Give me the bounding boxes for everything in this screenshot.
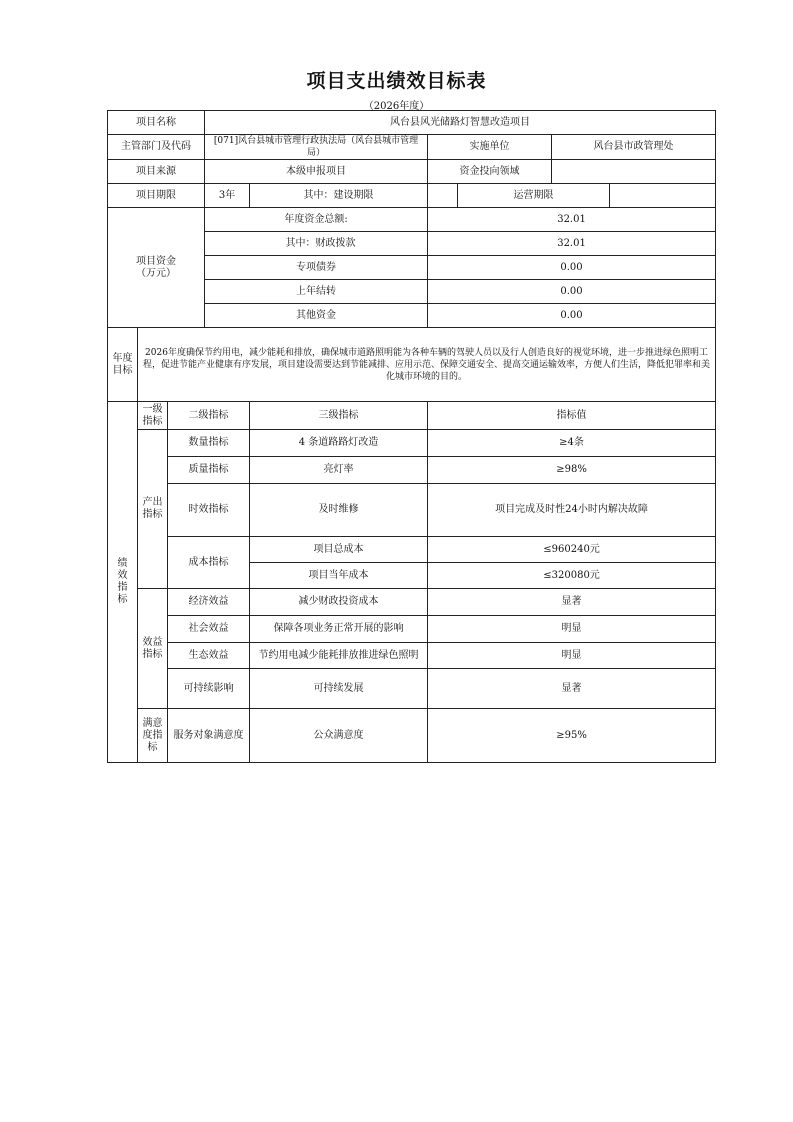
cost-year-l3: 项目当年成本: [250, 563, 428, 589]
quality-value: ≥98%: [428, 457, 716, 484]
ecological-value: 明显: [428, 643, 716, 669]
level2-header: 二级指标: [168, 402, 250, 430]
annual-goal-label: 年度 目标: [108, 328, 138, 402]
last-year-label: 上年结转: [205, 280, 428, 304]
perf-indicator-label: 绩 效 指 标: [108, 402, 138, 763]
annual-total-value: 32.01: [428, 208, 716, 232]
project-period-label: 项目期限: [108, 184, 205, 208]
year-subtitle: （2026年度）: [363, 101, 430, 112]
page-title: 项目支出绩效目标表: [306, 70, 487, 92]
cost-l2: 成本指标: [168, 537, 250, 589]
dept-code-value: [071]风台县城市管理行政执法局（风台县城市管理局）: [205, 135, 428, 160]
operate-period-label: 运营期限: [458, 184, 610, 208]
cost-total-l3: 项目总成本: [250, 537, 428, 563]
social-l2: 社会效益: [168, 616, 250, 643]
value-header: 指标值: [428, 402, 716, 430]
economic-value: 显著: [428, 589, 716, 616]
annual-total-label: 年度资金总额:: [205, 208, 428, 232]
dept-code-label: 主管部门及代码: [108, 135, 205, 160]
fiscal-label: 其中：财政拨款: [205, 232, 428, 256]
output-indicator-label: 产出 指标: [138, 430, 168, 589]
quantity-l3: 4 条道路路灯改造: [250, 430, 428, 457]
build-period-label: 其中：建设期限: [250, 184, 428, 208]
service-value: ≥95%: [428, 709, 716, 763]
quantity-value: ≥4条: [428, 430, 716, 457]
service-l3: 公众满意度: [250, 709, 428, 763]
sustainable-l3: 可持续发展: [250, 669, 428, 709]
level1-header: 一级 指标: [138, 402, 168, 430]
level3-header: 三级指标: [250, 402, 428, 430]
social-value: 明显: [428, 616, 716, 643]
social-l3: 保障各项业务正常开展的影响: [250, 616, 428, 643]
annual-goal-text: 2026年度确保节约用电，减少能耗和排放，确保城市道路照明能为各种车辆的驾驶人员以及行人创造良好的视觉环境，进一步推进绿色照明工程，促进节能产业健康有序发展，项目建设需要达到节能减排、应用示范、保障交通安全、提高交通运输效率，方便人们生活，降低犯罪率和美化城市环境的目的。: [138, 328, 716, 402]
service-l2: 服务对象满意度: [168, 709, 250, 763]
project-source-value: 本级申报项目: [205, 160, 428, 184]
other-funds-label: 其他资金: [205, 304, 428, 328]
benefit-indicator-label: 效益 指标: [138, 589, 168, 709]
impl-unit-value: 风台县市政管理处: [552, 135, 716, 160]
special-bond-value: 0.00: [428, 256, 716, 280]
sustainable-value: 显著: [428, 669, 716, 709]
invest-field-label: 资金投向领域: [428, 160, 552, 184]
fiscal-value: 32.01: [428, 232, 716, 256]
ecological-l3: 节约用电减少能耗排放推进绿色照明: [250, 643, 428, 669]
cost-total-value: ≤960240元: [428, 537, 716, 563]
invest-field-value: [552, 160, 716, 184]
project-source-label: 项目来源: [108, 160, 205, 184]
ecological-l2: 生态效益: [168, 643, 250, 669]
cost-year-value: ≤320080元: [428, 563, 716, 589]
performance-target-table: [107, 110, 716, 763]
quality-l2: 质量指标: [168, 457, 250, 484]
sustainable-l2: 可持续影响: [168, 669, 250, 709]
funds-label: 项目资金 （万元）: [108, 208, 205, 328]
timeliness-l2: 时效指标: [168, 484, 250, 537]
satisfaction-indicator-label: 满意 度指 标: [138, 709, 168, 763]
quality-l3: 亮灯率: [250, 457, 428, 484]
last-year-value: 0.00: [428, 280, 716, 304]
economic-l3: 减少财政投资成本: [250, 589, 428, 616]
other-funds-value: 0.00: [428, 304, 716, 328]
quantity-l2: 数量指标: [168, 430, 250, 457]
impl-unit-label: 实施单位: [428, 135, 552, 160]
operate-period-value: [610, 184, 716, 208]
timeliness-value: 项目完成及时性24小时内解决故障: [428, 484, 716, 537]
economic-l2: 经济效益: [168, 589, 250, 616]
timeliness-l3: 及时维修: [250, 484, 428, 537]
project-period-value: 3年: [205, 184, 250, 208]
project-name-label: 项目名称: [108, 111, 205, 135]
build-period-value: [428, 184, 458, 208]
special-bond-label: 专项债券: [205, 256, 428, 280]
project-name-value: 风台县风光储路灯智慧改造项目: [205, 111, 716, 135]
